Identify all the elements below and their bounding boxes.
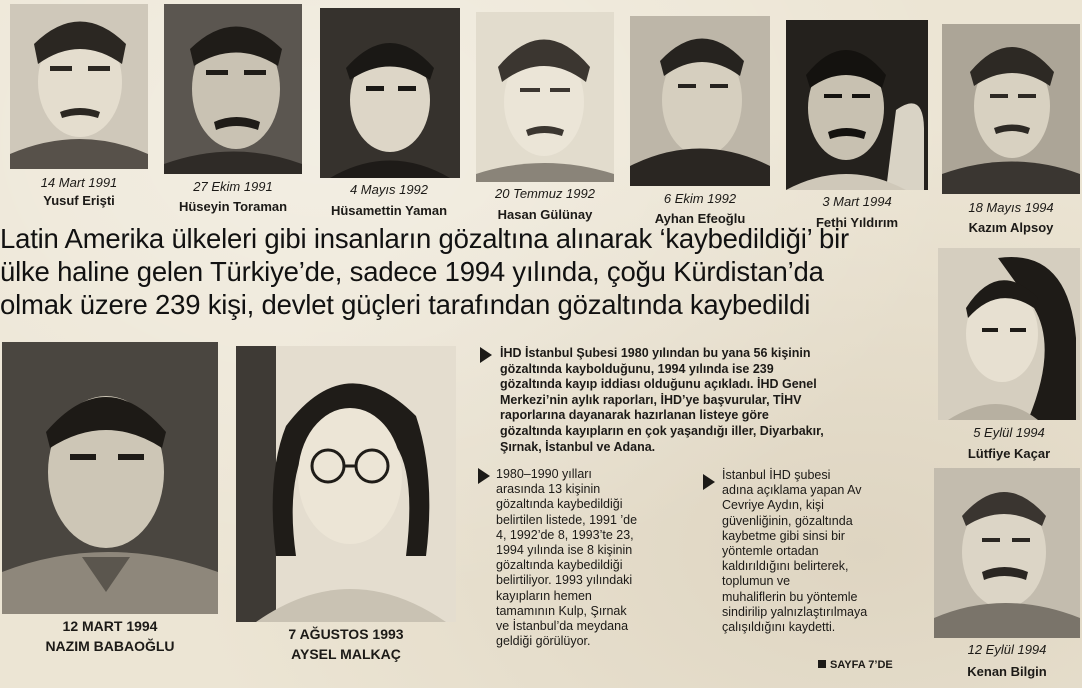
body-line: tamamının Kulp, Şırnak	[496, 603, 627, 618]
portrait-photo-ayhan-efeoglu	[630, 16, 770, 186]
portrait-photo-yusuf-eristi	[10, 4, 148, 169]
lead-line: İHD İstanbul Şubesi 1980 yılından bu yana 56 kişinin	[500, 346, 811, 360]
lead-line: raporlarına dayanarak hazırlanan listeye göre	[500, 408, 769, 423]
portrait-photo-kazim-alpsoy	[942, 24, 1080, 194]
body-line: güvenliğinin, gözaltında	[722, 513, 853, 528]
caption-name: NAZIM BABAOĞLU	[45, 638, 175, 654]
continued-page-label: SAYFA 7’DE	[830, 659, 893, 671]
body-line: geldiği görülüyor.	[496, 634, 591, 649]
portrait-photo-hasan-gulunay	[476, 12, 614, 182]
body-line: kayıpların hemen	[496, 588, 592, 603]
continued-page-reference	[818, 659, 893, 671]
caption-name: AYSEL MALKAÇ	[291, 646, 401, 662]
caption-date: 5 Eylül 1994	[973, 425, 1045, 440]
body-column-left	[496, 467, 701, 649]
body-line: kaybetme gibi sinsi bir	[722, 528, 845, 543]
portrait-photo-huseyin-toraman	[164, 4, 302, 174]
caption-date: 3 Mart 1994	[822, 194, 892, 209]
body-line: belirtiliyor. 1993 yılındaki	[496, 573, 633, 588]
caption-date: 6 Ekim 1992	[663, 191, 737, 206]
portrait-photo-aysel-malkac	[236, 346, 456, 622]
body-line: belirtilen listede, 1991 ’de	[496, 512, 638, 527]
portrait-photo-husamettin-yaman	[320, 8, 460, 178]
body-line: Cevriye Aydın, kişi	[722, 498, 824, 513]
caption-name: Hüsamettin Yaman	[330, 203, 448, 218]
bullet-triangle-icon	[478, 468, 490, 484]
portrait-photo-nazim-babaoglu	[2, 342, 218, 614]
caption-name: Hüseyin Toraman	[178, 199, 288, 214]
headline-line: Latin Amerika ülkeleri gibi insanların gözaltına alınarak ‘kaybedildiği’ bir	[0, 223, 849, 254]
caption-date: 12 MART 1994	[62, 618, 158, 634]
caption-date: 14 Mart 1991	[40, 175, 118, 190]
body-line: kaldırıldığını belirterek,	[722, 559, 849, 574]
body-line: yöntemle ortadan	[722, 544, 819, 559]
body-line: sindirilip yalnızlaştırılmaya	[722, 604, 868, 619]
body-line: İstanbul İHD şubesi	[722, 468, 831, 482]
lead-line: Şırnak, İstanbul ve Adana.	[500, 439, 656, 454]
lead-line: Merkezi’nin aylık raporları, İHD’ye başvurular, TİHV	[500, 392, 802, 407]
caption-date: 4 Mayıs 1992	[349, 182, 429, 197]
body-line: gözaltında kaybedildiği	[496, 558, 623, 573]
caption-date: 27 Ekim 1991	[193, 179, 273, 194]
portrait-photo-fethi-yildirim	[786, 20, 928, 190]
portrait-photo-kenan-bilgin	[934, 468, 1080, 638]
body-line: arasında 13 kişinin	[496, 482, 601, 497]
body-line: 4, 1992’de 8, 1993’te 23,	[496, 527, 634, 542]
lead-line: gözaltında kayıpların en çok yaşandığı iller, Diyarbakır,	[500, 423, 824, 438]
portrait-photo-lutfiye-kacar	[938, 248, 1080, 420]
body-line: çalışıldığını kaydetti.	[722, 620, 836, 635]
square-bullet-icon	[818, 660, 826, 668]
caption-name: Hasan Gülünay	[497, 207, 593, 222]
body-line: 1994 yılında ise 8 kişinin	[496, 543, 633, 558]
lead-paragraph	[480, 346, 920, 455]
body-line: gözaltında kaybedildiği	[496, 497, 623, 512]
headline	[0, 222, 935, 321]
caption-name: Kazım Alpsoy	[968, 220, 1054, 235]
caption-date: 20 Temmuz 1992	[495, 186, 595, 201]
caption-name: Fethi Yıldırım	[815, 215, 899, 230]
body-line: muhaliflerin bu yöntemle	[722, 589, 858, 604]
bullet-triangle-icon	[703, 474, 715, 490]
caption-date: 7 AĞUSTOS 1993	[288, 626, 404, 642]
body-column-right	[722, 468, 927, 635]
caption-date: 12 Eylül 1994	[967, 642, 1047, 657]
body-line: 1980–1990 yılları	[496, 467, 592, 481]
headline-line: ülke haline gelen Türkiye’de, sadece 1994 yılında, çoğu Kürdistan’da	[0, 256, 824, 287]
lead-line: gözaltında kaybolduğunu, 1994 yılında ise 239	[500, 361, 774, 376]
body-line: adına açıklama yapan Av	[722, 483, 862, 498]
body-line: ve İstanbul’da meydana	[496, 619, 629, 634]
caption-name: Lütfiye Kaçar	[967, 446, 1051, 461]
caption-name: Ayhan Efeoğlu	[654, 211, 746, 226]
headline-line: olmak üzere 239 kişi, devlet güçleri tarafından gözaltında kaybedildi	[0, 289, 811, 320]
caption-name: Yusuf Erişti	[43, 193, 115, 208]
caption-name: Kenan Bilgin	[967, 664, 1047, 679]
body-line: toplumun ve	[722, 574, 791, 589]
caption-date: 18 Mayıs 1994	[968, 200, 1054, 215]
lead-line: gözaltında kayıp iddiası olduğunu açıkladı. İHD Genel	[500, 377, 817, 392]
